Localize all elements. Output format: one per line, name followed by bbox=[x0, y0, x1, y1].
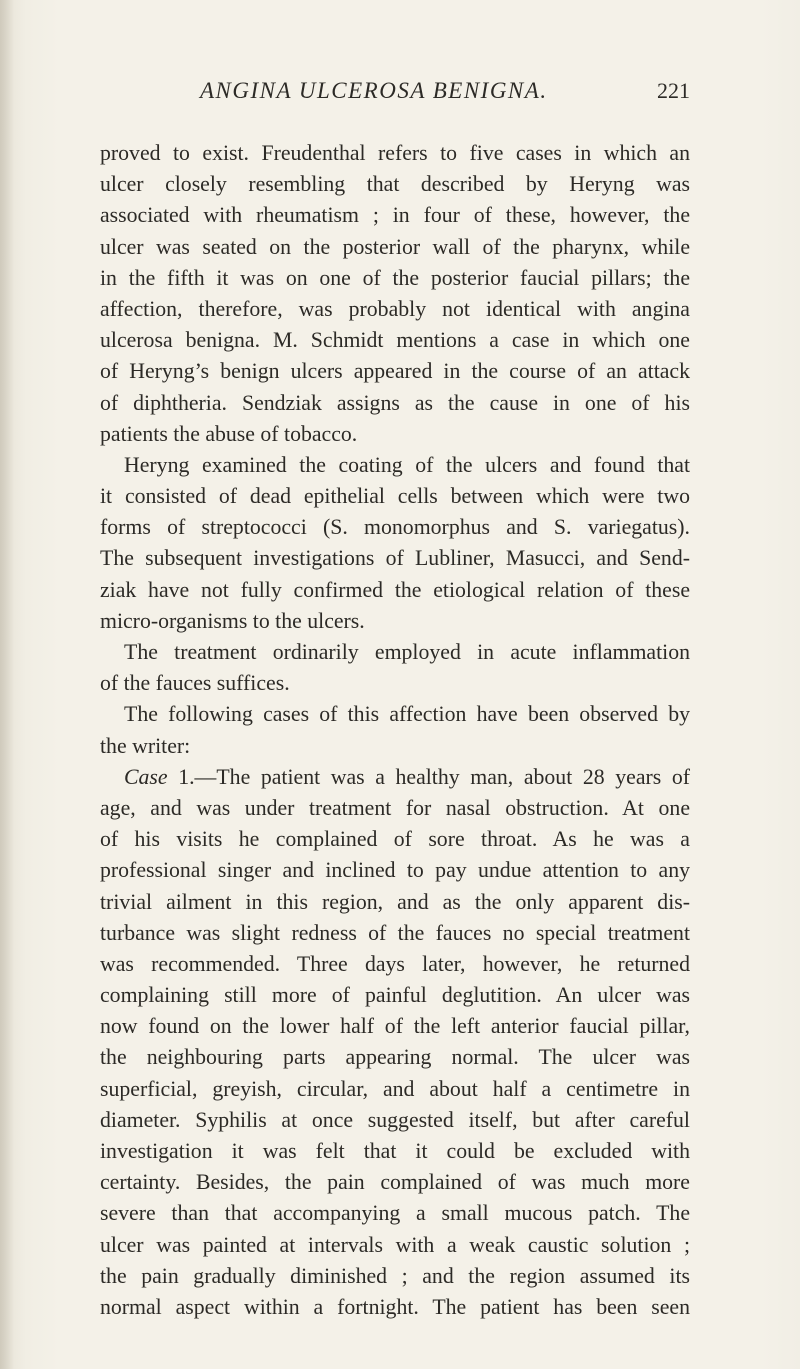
text-line: of his visits he complained of sore throat. As he was a bbox=[100, 827, 690, 852]
text-line: of the fauces suffices. bbox=[100, 671, 290, 696]
case-label: Case bbox=[124, 764, 168, 789]
text-line: of Heryng’s benign ulcers appeared in the course of an attack bbox=[100, 359, 690, 384]
text-line: Case 1.—The patient was a healthy man, about 28 years of bbox=[124, 764, 690, 789]
text-line: proved to exist. Freudenthal refers to five cases in which an bbox=[100, 141, 690, 165]
text-line: ulcer closely resembling that described by Heryng was bbox=[100, 172, 690, 197]
text-line: the neighbouring parts appearing normal. The ulcer was bbox=[100, 1045, 690, 1070]
body-text bbox=[100, 138, 690, 1323]
text-line: it consisted of dead epithelial cells between which were two bbox=[100, 484, 690, 509]
text-line: The treatment ordinarily employed in acute inflammation bbox=[124, 640, 690, 664]
text-line: investigation it was felt that it could be excluded with bbox=[100, 1139, 690, 1163]
text-line: of diphtheria. Sendziak assigns as the cause in one of his bbox=[100, 390, 690, 415]
text-line: was recommended. Three days later, however, he returned bbox=[100, 951, 690, 976]
text-line: severe than that accompanying a small mucous patch. The bbox=[100, 1201, 690, 1226]
text-line: in the fifth it was on one of the posterior faucial pillars; the bbox=[100, 265, 690, 290]
text-line: micro-organisms to the ulcers. bbox=[100, 608, 365, 633]
text-line: the pain gradually diminished ; and the region assumed its bbox=[100, 1263, 690, 1288]
text-line: ulcerosa benigna. M. Schmidt mentions a case in which one bbox=[100, 328, 690, 353]
text-line: ulcer was painted at intervals with a weak caustic solution ; bbox=[100, 1232, 690, 1257]
text-line: forms of streptococci (S. monomorphus and S. variegatus). bbox=[100, 515, 690, 540]
page-number: 221 bbox=[657, 78, 690, 103]
text-line: The subsequent investigations of Lubliner, Masucci, and Send- bbox=[100, 546, 690, 571]
text-line: the writer: bbox=[100, 733, 191, 758]
text-line: turbance was slight redness of the fauces no special treatment bbox=[100, 920, 690, 945]
running-head bbox=[100, 78, 690, 118]
text-line: affection, therefore, was probably not identical with angina bbox=[100, 296, 690, 321]
text-line: associated with rheumatism ; in four of these, however, the bbox=[100, 203, 690, 228]
text-line: now found on the lower half of the left anterior faucial pillar, bbox=[100, 1014, 690, 1039]
text-line: ulcer was seated on the posterior wall of the pharynx, while bbox=[100, 234, 690, 259]
text-line: professional singer and inclined to pay undue attention to any bbox=[100, 858, 690, 883]
text-line: patients the abuse of tobacco. bbox=[100, 421, 358, 446]
running-title: ANGINA ULCEROSA BENIGNA. bbox=[200, 78, 548, 103]
text-line: superficial, greyish, circular, and about half a centimetre in bbox=[100, 1076, 690, 1101]
text-line: Heryng examined the coating of the ulcers and found that bbox=[124, 452, 690, 477]
text-line: diameter. Syphilis at once suggested itself, but after careful bbox=[100, 1107, 690, 1132]
text-line: ziak have not fully confirmed the etiological relation of these bbox=[100, 577, 690, 602]
text-line: age, and was under treatment for nasal obstruction. At one bbox=[100, 795, 690, 820]
text-line: trivial ailment in this region, and as the only apparent dis- bbox=[100, 889, 690, 914]
binding-shadow bbox=[0, 0, 14, 1369]
text-line: The following cases of this affection have been observed by bbox=[124, 702, 690, 727]
text-line: normal aspect within a fortnight. The patient has been seen bbox=[100, 1294, 690, 1319]
text-line: certainty. Besides, the pain complained of was much more bbox=[100, 1170, 690, 1195]
text-line: complaining still more of painful deglutition. An ulcer was bbox=[100, 983, 690, 1008]
